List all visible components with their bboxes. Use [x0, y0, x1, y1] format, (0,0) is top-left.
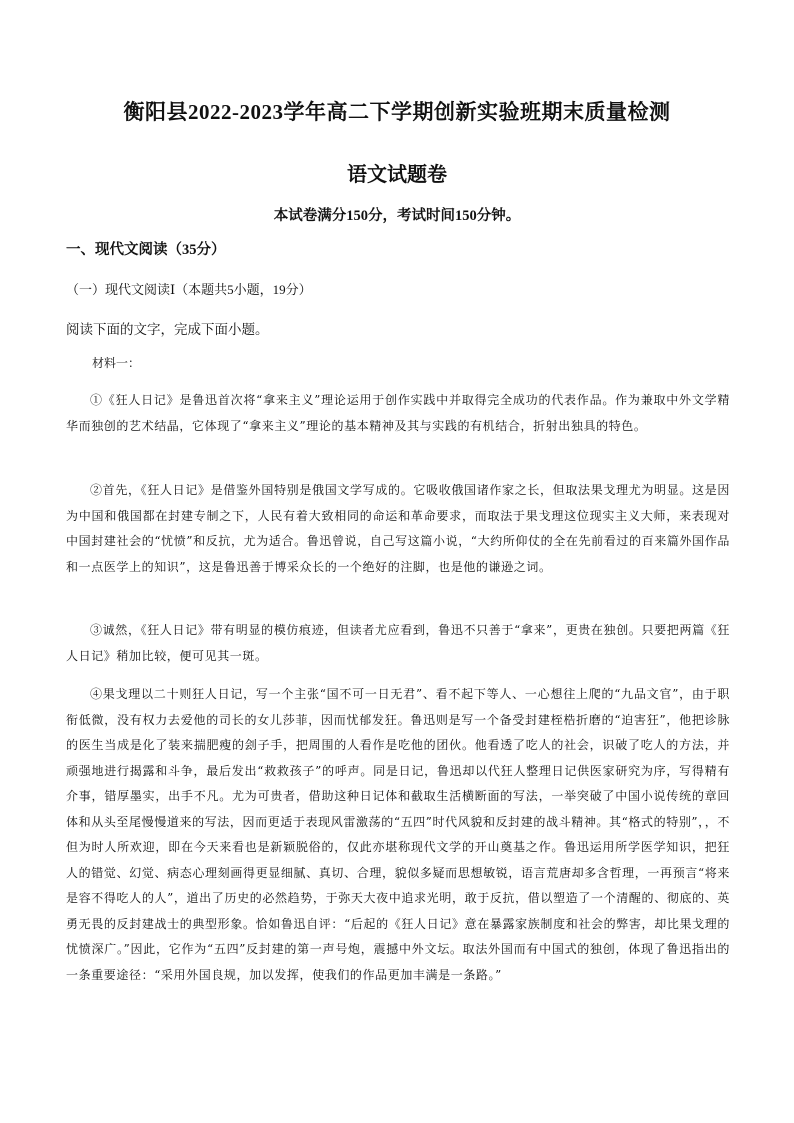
- subsection-heading: （一）现代文阅读Ⅰ（本题共5小题，19分）: [66, 282, 312, 297]
- paragraph-1: ①《狂人日记》是鲁迅首次将“拿来主义”理论运用于创作实践中并取得完全成功的代表作品。作为兼取中外文学精华而独创的艺术结晶，它体现了“拿来主义”理论的基本精神及其与实践的有机结合，折射出独具的特色。: [66, 393, 730, 433]
- exam-info: 本试卷满分150分，考试时间150分钟。: [273, 208, 521, 224]
- paragraph-4: ④果戈理以二十则狂人日记，写一个主张“国不可一日无君”、看不起下等人、一心想往上爬的“九品文官”，由于职衔低微，没有权力去爱他的司长的女儿莎菲，因而忧郁发狂。鲁迅则是写一个备受封建桎梏折磨的“迫害狂”，他把诊脉的医生当成是化了装来揣肥瘦的刽子手，把周围的人看作是吃他的团伙。他看透了吃人的社会，识破了吃人的方法，并顽强地进行揭露和斗争，最后发出“救救孩子”的呼声。同是日记，鲁迅却以代狂人整理日记供医家研究为序，写得精有介事，错厚墨实，出手不凡。尤为可贵者，借助这种日记体和截取生活横断面的写法，一举突破了中国小说传统的章回体和从头至尾慢慢道来的写法，因而更适于表现风雷激荡的“五四”时代风貌和反封建的战斗精神。其“格式的特别”，，不但为时人所欢迎，即在今天来看也是新颖脱俗的，仅此亦堪称现代文学的开山奠基之作。鲁迅运用所学医学知识，把狂人的错觉、幻觉、病态心理刻画得更显细腻、真切、合理，貌似多疑而思想敏锐，语言荒唐却多含哲理，一再预言“将来是容不得吃人的人”，道出了历史的必然趋势，于弥天大夜中追求光明，敢于反抗，借以塑造了一个清醒的、彻底的、英勇无畏的反封建战士的典型形象。恰如鲁迅自评：“后起的《狂人日记》意在暴露家族制度和社会的弊害，却比果戈理的忧愤深广。”因此，它作为“五四”反封建的第一声号炮，震撼中外文坛。取法外国而有中国式的独创，体现了鲁迅指出的一条重要途径：“采用外国良规，加以发挥，使我们的作品更加丰满是一条路。”: [66, 687, 730, 982]
- section-heading: 一、现代文阅读（35分）: [66, 242, 226, 258]
- exam-title: 衡阳县2022-2023学年高二下学期创新实验班期末质量检测: [123, 100, 671, 124]
- material-label: 材料一：: [92, 356, 141, 370]
- exam-subtitle: 语文试题卷: [347, 164, 447, 186]
- reading-instruction: 阅读下面的文字，完成下面小题。: [66, 322, 269, 337]
- paragraph-3: ③诚然，《狂人日记》带有明显的模仿痕迹，但读者尤应看到，鲁迅不只善于“拿来”，更贵在独创。只要把两篇《狂人日记》稍加比较，便可见其一斑。: [66, 623, 730, 663]
- paragraph-2: ②首先，《狂人日记》是借鉴外国特别是俄国文学写成的。它吸收俄国诸作家之长，但取法果戈理尤为明显。这是因为中国和俄国都在封建专制之下，人民有着大致相同的命运和革命要求，而取法于果戈理这位现实主义大师，来表现对中国封建社会的“忧愤”和反抗，尤为适合。鲁迅曾说，自己写这篇小说，“大约所仰仗的全在先前看过的百来篇外国作品和一点医学上的知识”，这是鲁迅善于博采众长的一个绝好的注脚，也是他的谦逊之词。: [66, 483, 730, 574]
